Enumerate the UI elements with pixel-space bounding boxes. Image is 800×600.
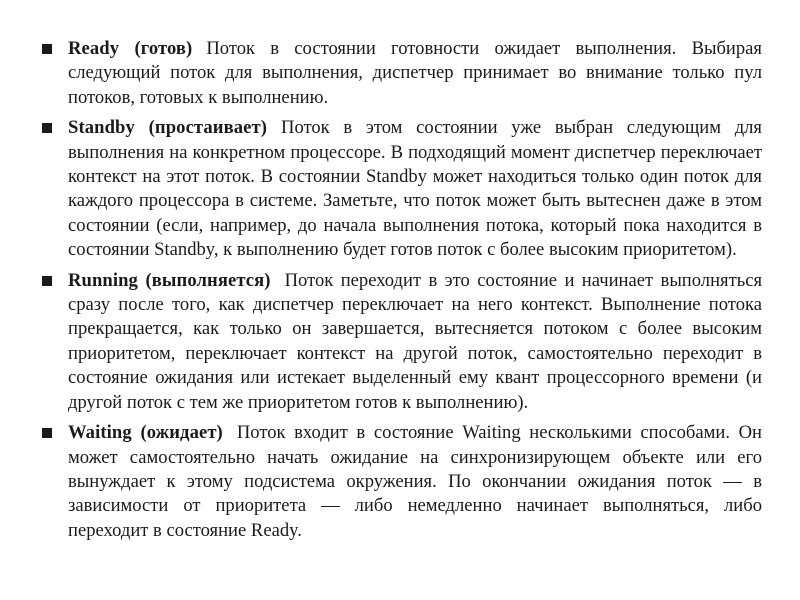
document-page	[40, 37, 762, 549]
list-item-running	[40, 269, 762, 415]
square-bullet-icon	[42, 428, 52, 438]
square-bullet-icon	[42, 44, 52, 54]
term-standby: Standby (простаивает)	[68, 117, 268, 139]
list-item-standby	[40, 116, 762, 262]
term-running: Running (выполняется)	[68, 269, 271, 291]
term-waiting: Waiting (ожидает)	[68, 422, 223, 444]
definition-standby: Поток в этом состоянии уже выбран следующим для выполнения на конкретном процессоре. В подходящий момент диспетчер переключает контекст на этот поток. В состоянии Standby может находиться только один поток для каждого процессора в системе. Заметьте, что поток может быть вытеснен даже в этом состоянии (если, например, до начала выполнения потока, который пока находится в состоянии Standby, к выполнению будет готов поток с более высоким приоритетом).	[68, 117, 762, 261]
list-item-ready	[40, 37, 762, 110]
square-bullet-icon	[42, 276, 52, 286]
term-ready: Ready (готов)	[68, 38, 193, 59]
definition-waiting: Поток входит в состояние Waiting несколькими способами. Он может самостоятельно начать ожидание на синхронизирующем объекте или его вынуждает к этому подсистема окружения. По окончании ожидания поток — в зависимости от приоритета — либо немедленно начинает выполняться, либо переходит в состояние Ready.	[68, 422, 762, 541]
list-item-waiting	[40, 421, 762, 543]
square-bullet-icon	[42, 123, 52, 133]
definition-ready: Поток в состоянии готовности ожидает выполнения. Выбирая следующий поток для выполнения, диспетчер принимает во внимание только пул потоков, готовых к выполнению.	[68, 38, 762, 108]
definition-running: Поток переходит в это состояние и начинает выполняться сразу после того, как диспетчер переключает на него контекст. Выполнение потока прекращается, как только он завершается, вытесняется потоком с более высоким приоритетом, переключает контекст на другой поток, самостоятельно переходит в состояние ожидания или истекает выделенный ему квант процессорного времени (и другой поток с тем же приоритетом готов к выполнению).	[68, 269, 763, 413]
